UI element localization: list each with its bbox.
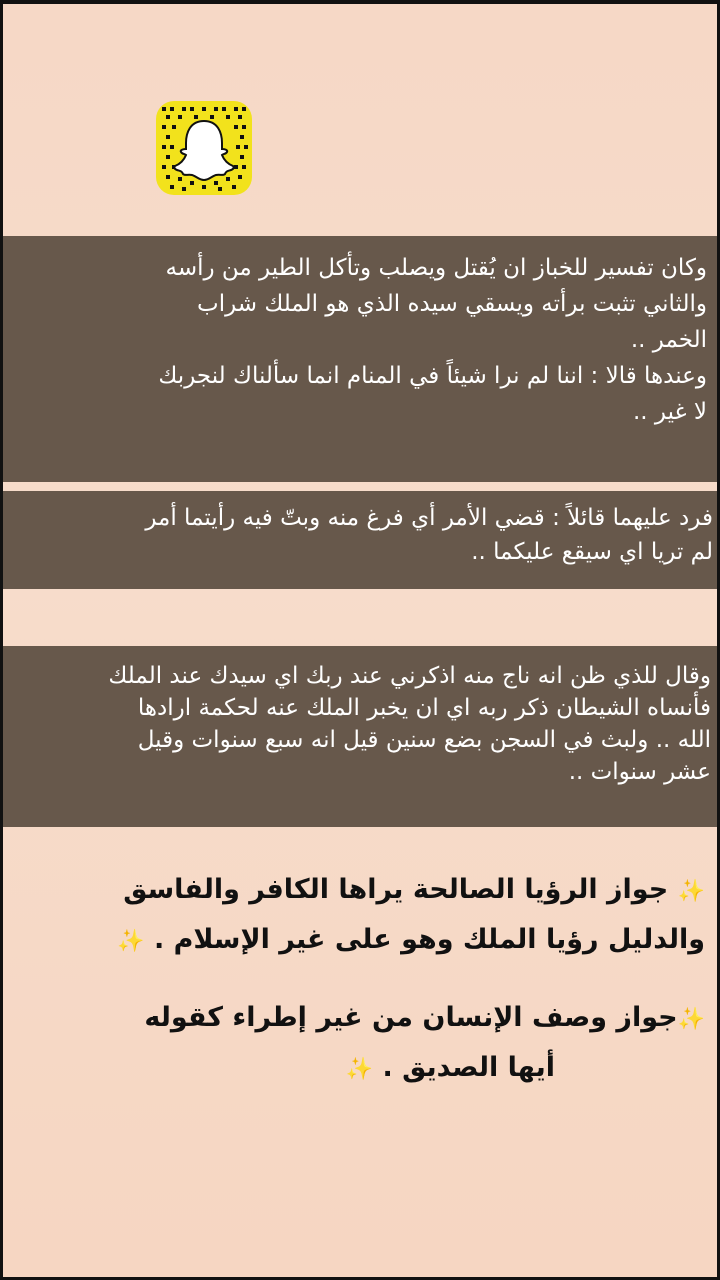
note2-line2-row <box>33 1044 705 1094</box>
band1-line: الخمر .. <box>630 327 707 353</box>
sparkles-icon: ✨ <box>345 1057 374 1082</box>
band1-line: وكان تفسير للخباز ان يُقتل ويصلب وتأكل الطير من رأسه <box>165 255 707 281</box>
sparkles-icon: ✨ <box>117 929 145 954</box>
note1-line1: جواز الرؤيا الصالحة يراها الكافر والفاسق <box>123 874 669 905</box>
band1-line: والثاني تثبت برأته ويسقي سيده الذي هو الملك شراب <box>197 291 707 317</box>
story-text-band-2 <box>3 491 720 589</box>
band3-line: الله .. ولبث في السجن بضع سنين قيل انه سبع سنوات وقيل <box>137 727 711 753</box>
note2-line2: أيها الصديق . <box>382 1052 555 1083</box>
snapchat-snapcode[interactable] <box>156 101 252 195</box>
lesson-note-2 <box>33 994 705 1094</box>
snapchat-ghost-icon <box>156 101 252 195</box>
story-text-band-3 <box>3 646 720 827</box>
lesson-note-1 <box>33 866 705 966</box>
band3-line: فأنساه الشيطان ذكر ربه اي ان يخبر الملك عنه لحكمة ارادها <box>137 695 711 721</box>
band2-line: لم تريا اي سيقع عليكما .. <box>471 539 713 565</box>
note2-line1-row <box>33 994 705 1044</box>
band3-line: وقال للذي ظن انه ناج منه اذكرني عند ربك اي سيدك عند الملك <box>108 663 711 689</box>
band3-line: عشر سنوات .. <box>568 759 711 785</box>
note1-line2-row <box>33 916 705 966</box>
note1-line1-row <box>33 866 705 916</box>
sparkles-icon: ✨ <box>677 879 705 904</box>
band1-line: لا غير .. <box>632 399 707 425</box>
note2-line1: جواز وصف الإنسان من غير إطراء كقوله <box>144 1002 678 1033</box>
sparkles-icon: ✨ <box>677 1007 705 1032</box>
story-text-band-1 <box>3 236 720 482</box>
band1-line: وعندها قالا : اننا لم نرا شيئاً في المنام انما سألناك لنجربك <box>158 363 707 389</box>
note1-line2: والدليل رؤيا الملك وهو على غير الإسلام . <box>153 924 705 955</box>
band2-line: فرد عليهما قائلاً : قضي الأمر أي فرغ منه وبتّ فيه رأيتما أمر <box>145 505 713 531</box>
